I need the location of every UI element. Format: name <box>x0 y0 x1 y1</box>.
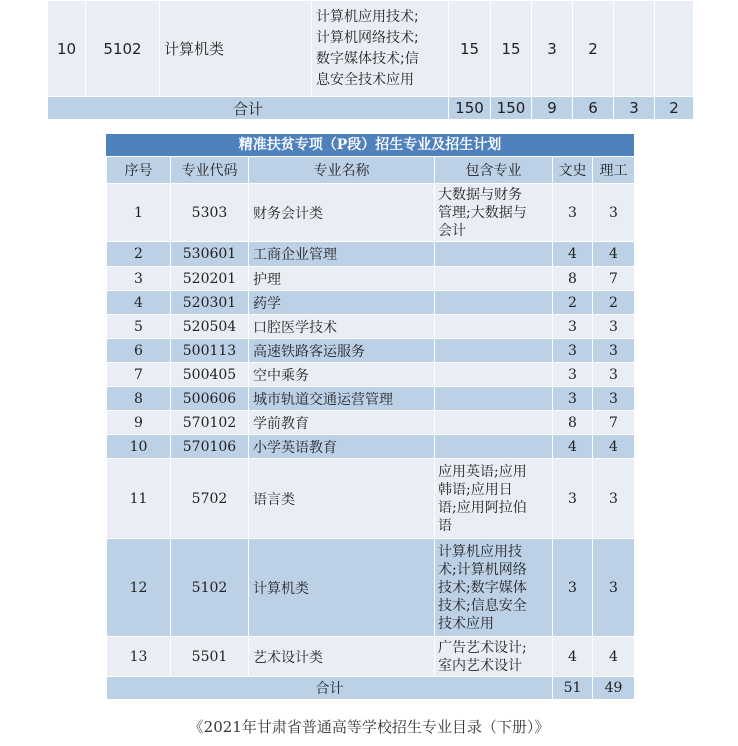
includes-cell <box>435 184 553 242</box>
table-row <box>107 339 635 363</box>
arts-cell: 3 <box>553 363 593 387</box>
seq-cell: 10 <box>48 1 86 97</box>
table-title: 精准扶贫专项（P段）招生专业及招生计划 <box>106 134 634 156</box>
arts-cell: 2 <box>553 291 593 315</box>
name-cell: 工商企业管理 <box>249 242 435 267</box>
value-cell: 15 <box>449 1 491 97</box>
science-cell: 4 <box>593 435 635 459</box>
header-seq: 序号 <box>107 157 171 184</box>
seq-cell: 9 <box>107 411 171 435</box>
includes-line: 会计 <box>438 222 466 239</box>
arts-cell: 3 <box>553 339 593 363</box>
name-cell: 口腔医学技术 <box>249 315 435 339</box>
table-row <box>107 363 635 387</box>
name-cell: 高速铁路客运服务 <box>249 339 435 363</box>
header-science: 理工 <box>593 157 635 184</box>
total-arts: 51 <box>553 677 593 700</box>
includes-line: 术;计算机网络 <box>438 561 527 578</box>
name-cell: 空中乘务 <box>249 363 435 387</box>
code-cell: 500113 <box>171 339 249 363</box>
includes-line: 大数据与财务 <box>438 186 522 203</box>
name-cell: 计算机类 <box>249 539 435 637</box>
science-cell: 7 <box>593 411 635 435</box>
arts-cell: 4 <box>553 435 593 459</box>
name-cell: 护理 <box>249 267 435 291</box>
includes-cell <box>435 387 553 411</box>
name-cell: 学前教育 <box>249 411 435 435</box>
includes-cell <box>435 339 553 363</box>
includes-line: 室内艺术设计 <box>438 657 522 674</box>
arts-cell: 8 <box>553 267 593 291</box>
name-cell: 语言类 <box>249 459 435 539</box>
seq-cell: 13 <box>107 637 171 677</box>
science-cell: 3 <box>593 315 635 339</box>
table-row <box>107 539 635 637</box>
includes-cell <box>435 411 553 435</box>
code-cell: 5102 <box>171 539 249 637</box>
name-cell: 计算机类 <box>160 1 312 97</box>
seq-cell: 5 <box>107 315 171 339</box>
code-cell: 520201 <box>171 267 249 291</box>
seq-cell: 1 <box>107 184 171 242</box>
science-cell: 3 <box>593 363 635 387</box>
value-cell <box>614 1 655 97</box>
value-cell: 2 <box>573 1 614 97</box>
total-value: 6 <box>573 97 614 120</box>
arts-cell: 3 <box>553 184 593 242</box>
table-row <box>107 411 635 435</box>
arts-cell: 3 <box>553 387 593 411</box>
includes-cell <box>435 435 553 459</box>
total-value: 9 <box>532 97 573 120</box>
includes-cell <box>435 363 553 387</box>
code-cell: 500606 <box>171 387 249 411</box>
seq-cell: 12 <box>107 539 171 637</box>
table-body <box>107 184 635 700</box>
table-row <box>107 435 635 459</box>
seq-cell: 11 <box>107 459 171 539</box>
includes-line: 计算机网络技术; <box>316 29 419 46</box>
name-cell: 城市轨道交通运营管理 <box>249 387 435 411</box>
includes-line: 广告艺术设计; <box>438 639 527 656</box>
table-row <box>107 242 635 267</box>
value-cell: 15 <box>491 1 532 97</box>
table-header-row <box>107 157 635 184</box>
science-cell: 3 <box>593 539 635 637</box>
includes-line: 应用英语;应用 <box>438 463 527 480</box>
total-label: 合计 <box>107 677 553 700</box>
science-cell: 3 <box>593 459 635 539</box>
total-value: 150 <box>491 97 532 120</box>
header-includes: 包含专业 <box>435 157 553 184</box>
includes-cell <box>435 242 553 267</box>
science-cell: 7 <box>593 267 635 291</box>
science-cell: 3 <box>593 339 635 363</box>
total-value: 3 <box>614 97 655 120</box>
includes-line: 息安全技术应用 <box>316 71 414 88</box>
includes-cell <box>435 539 553 637</box>
enrollment-plan-table <box>106 156 635 700</box>
value-cell: 3 <box>532 1 573 97</box>
top-total-row <box>48 97 694 120</box>
includes-cell <box>435 267 553 291</box>
table-row <box>107 637 635 677</box>
total-value: 2 <box>655 97 694 120</box>
seq-cell: 8 <box>107 387 171 411</box>
includes-line: 韩语;应用日 <box>438 481 513 498</box>
table-row <box>107 267 635 291</box>
name-cell: 艺术设计类 <box>249 637 435 677</box>
total-science: 49 <box>593 677 635 700</box>
science-cell: 3 <box>593 184 635 242</box>
includes-cell <box>435 291 553 315</box>
top-partial-table <box>47 0 694 120</box>
seq-cell: 4 <box>107 291 171 315</box>
includes-cell <box>435 459 553 539</box>
includes-cell <box>435 315 553 339</box>
code-cell: 520301 <box>171 291 249 315</box>
total-row <box>107 677 635 700</box>
arts-cell: 3 <box>553 459 593 539</box>
seq-cell: 6 <box>107 339 171 363</box>
includes-line: 技术应用 <box>438 615 494 632</box>
name-cell: 小学英语教育 <box>249 435 435 459</box>
table-row <box>107 459 635 539</box>
includes-line: 技术;数字媒体 <box>438 579 527 596</box>
science-cell: 2 <box>593 291 635 315</box>
arts-cell: 8 <box>553 411 593 435</box>
total-label: 合计 <box>48 97 449 120</box>
includes-line: 语 <box>438 517 452 534</box>
table-row <box>107 315 635 339</box>
arts-cell: 4 <box>553 637 593 677</box>
science-cell: 4 <box>593 637 635 677</box>
code-cell: 5303 <box>171 184 249 242</box>
science-cell: 3 <box>593 387 635 411</box>
arts-cell: 3 <box>553 315 593 339</box>
arts-cell: 3 <box>553 539 593 637</box>
table-row <box>107 291 635 315</box>
includes-line: 语;应用阿拉伯 <box>438 499 527 516</box>
name-cell: 药学 <box>249 291 435 315</box>
arts-cell: 4 <box>553 242 593 267</box>
includes-line: 数字媒体技术;信 <box>316 50 419 67</box>
seq-cell: 7 <box>107 363 171 387</box>
source-caption: 《2021年甘肃省普通高等学校招生专业目录（下册）》 <box>188 718 550 736</box>
includes-line: 计算机应用技 <box>438 543 522 560</box>
code-cell: 570106 <box>171 435 249 459</box>
table-row <box>107 387 635 411</box>
seq-cell: 2 <box>107 242 171 267</box>
total-value: 150 <box>449 97 491 120</box>
includes-line: 管理;大数据与 <box>438 204 527 221</box>
includes-cell <box>435 637 553 677</box>
header-code: 专业代码 <box>171 157 249 184</box>
table-row <box>107 184 635 242</box>
header-arts: 文史 <box>553 157 593 184</box>
code-cell: 530601 <box>171 242 249 267</box>
code-cell: 5501 <box>171 637 249 677</box>
seq-cell: 3 <box>107 267 171 291</box>
seq-cell: 10 <box>107 435 171 459</box>
code-cell: 500405 <box>171 363 249 387</box>
code-cell: 5702 <box>171 459 249 539</box>
top-table-row <box>48 1 694 97</box>
code-cell: 570102 <box>171 411 249 435</box>
value-cell <box>655 1 694 97</box>
science-cell: 4 <box>593 242 635 267</box>
header-name: 专业名称 <box>249 157 435 184</box>
name-cell: 财务会计类 <box>249 184 435 242</box>
includes-line: 技术;信息安全 <box>438 597 527 614</box>
code-cell: 5102 <box>86 1 160 97</box>
includes-line: 计算机应用技术; <box>316 8 419 25</box>
includes-cell <box>312 1 449 97</box>
code-cell: 520504 <box>171 315 249 339</box>
